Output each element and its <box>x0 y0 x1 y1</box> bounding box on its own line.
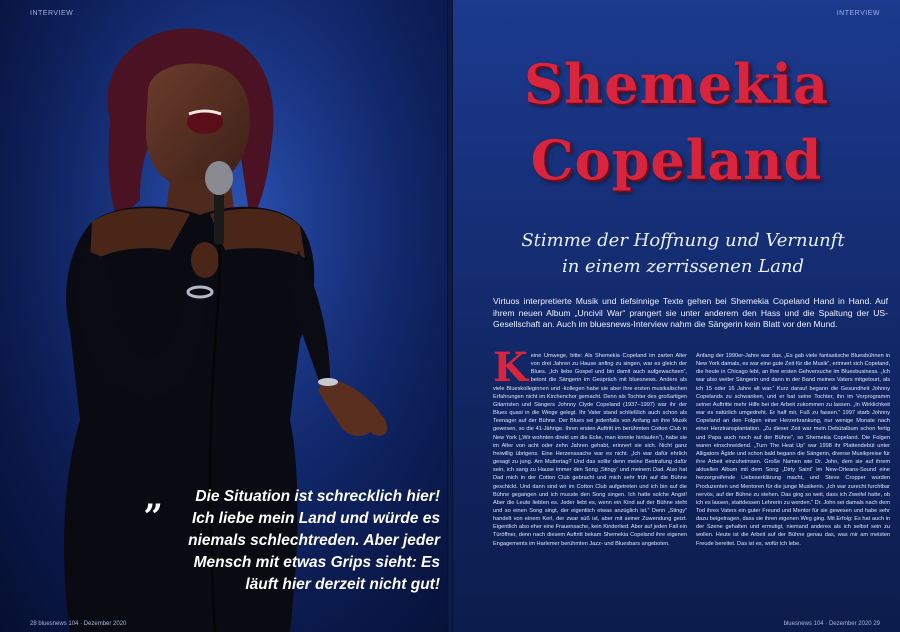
article-title: Copeland <box>530 128 823 192</box>
quote-line: niemals schlechtreden. Aber jeder <box>188 532 440 549</box>
page-folio: bluesnews 104 · Dezember 2020 29 <box>783 621 880 627</box>
quote-line: läuft hier derzeit nicht gut! <box>245 576 440 593</box>
quote-line: Ich liebe mein Land und würde es <box>191 510 440 527</box>
body-text: eine Umwege, bitte: Als Shemekia Copeland im zarten Alter von drei Jahren zu Hause anfing zu singen, war es gleich der Blues. „Ich liebe Gospel und bin damit auch aufgewachsen“, betont die Sängerin im Gespräch mit bluesnews. Anders als viele Blueskolleginnen und -kollegen habe sie aber ihre ersten musikalischen Erfahrungen nicht im Kirchenchor gemacht. Denn als Tochter des großartigen Gitarristen und Sängers Johnny Clyde Copeland (1937–1997) war ihr der Blues quasi in die Wiege gelegt. Ihr Vater stand schließlich auch schon als Teenager auf der Bühne. Der Blues sei jedenfalls von Anfang an ihre Musik gewesen, so die 41-Jährige. Ihren ersten Auftritt im berühmten Cotton Club in New York („Wir wohnten direkt um die Ecke, man konnte hinlaufen“), habe sie im Alter von acht oder zehn Jahren gehabt, erinnert sie sich. Nicht ganz freiwillig übrigens. Eine Herzenssache war es nicht. „Ich war dafür ehrlich gesagt zu jung. Am Muttertag? Und das sollte denn meine Bestrafung dafür sein, ich sang zu Hause immer den Song ‚Stingy‘ und meinem Dad. Also hat Dad mich in der Cotton Club gebracht und mich sehr früh auf die Bühne geschickt. Und dann sind wir im Cotton Club aufgetreten und ich bin auf die Bühne gegangen und ich musste den Song singen. Ich hatte solche Angst! Aber die Leute liebten es. Jeder liebt es, wenn ein Kind auf der Bühne steht und so einen Song singt, der eigentlich etwas anzüglich ist.“ Denn „Stingy“ handelt von einem Kerl, der zwar süß ist, aber mit seiner Zuwendung geizt. Eigentlich also eher eine Frauensache, kein Kinderlied. Aber auf jeden Fall ein Türöffner, denn nach diesem Auftritt bekam Shemekia Copeland ihre eigenen Engagements im Harlemer berühmten Jazz- und Bluesbars angeboten. <box>493 353 687 547</box>
right-page <box>453 0 900 632</box>
article-subtitle: in einem zerrissenen Land <box>561 256 805 277</box>
quote-line: Die Situation ist schrecklich hier! <box>195 488 440 505</box>
section-tag: INTERVIEW <box>836 10 880 17</box>
article-subtitle: Stimme der Hoffnung und Vernunft <box>521 230 845 251</box>
body-column <box>696 352 890 548</box>
drop-cap: K <box>493 344 528 391</box>
article-title: Shemekia <box>523 52 830 116</box>
quote-mark-icon: „ <box>144 478 164 518</box>
page-folio: 28 bluesnews 104 · Dezember 2020 <box>30 621 127 627</box>
article-lead: Virtuos interpretierte Musik und tiefsinnige Texte gehen bei Shemekia Copeland Hand in Hand. Auf ihrem neuen Album „Uncivil War“ prangert sie unter anderem den Hass und die Spaltung der US-Gesellschaft an. Auch im bluesnews-Interview nahm die Sängerin kein Blatt vor den Mund. <box>493 296 888 329</box>
left-page <box>0 0 447 632</box>
quote-line: Mensch mit etwas Grips sieht: Es <box>193 554 440 571</box>
pull-quote <box>150 486 440 596</box>
body-column <box>493 344 687 548</box>
section-tag: INTERVIEW <box>30 10 74 17</box>
body-text: Anfang der 1990er-Jahre war das. „Es gab viele fantastische Bluesbühnen in New York damals, es war eine gute Zeit für die Musik“, erinnert sich Copeland, die heute in Chicago lebt, an ihre ersten Gehversuche im Bluesbusiness. „Ich war also weiter Sängerin und dann in der Band meines Vaters mitgetourt, als ich 15 oder 16 Jahre alt war.“ Kurz darauf begann die Gesundheit Johnny Copelands zu schwanken, und er bat seine Tochter, ihn im Vorprogramm seiner Auftritte mehr Hilfe bei der Arbeit zukommen zu lassen. „In Wirklichkeit war es natürlich umgedreht. Er half mir, Fuß zu fassen.“ 1997 starb Johnny Copeland an den Folgen einer Herzerkrankung, nur wenige Monate nach einer Herztransplantation. „Zu dieser Zeit war mein Debütalbum schon fertig und Papa auch noch auf der Bühne“, so Shemekia Copeland. Die Folgen waren einschneidend. „Turn The Heat Up“ war 1998 ihr Plattendebüt unter Alligators Ägide und schon bald begann die Sängerin, diverse Musikpreise für ihre Arbeit einzuheimsen. Große Namen wie Dr. John, dem sie auf ihrem aktuellen Album mit dem Song „Dirty Saint“ im New-Orleans-Sound eine herzergreifende Liebeserklärung macht, und Steve Cropper wurden Produzenten und Mentoren für die junge Musikerin. „Ich war zurecht furchtbar nervös, auf der Bühne zu stehen. Das ging so weit, dass ich Zweifel hatte, ob ich es lassen, stattdessen Lehrerin zu werden.“ Dr. John sei damals nach dem Tod ihres Vaters ein guter Freund und Mentor für sie gewesen und habe sehr dazu beigetragen, dass sie ihren eigenen Weg ging. Mit Erfolg: Es hat auch in der Szene gehalten und ermutigt, niemand anderes als ich selbst sein zu wollen. Heute ist die Arbeit auf der Bühne genau das, was mir am meisten Freude bereitet. Das ist es, wofür ich lebe. <box>696 353 891 547</box>
